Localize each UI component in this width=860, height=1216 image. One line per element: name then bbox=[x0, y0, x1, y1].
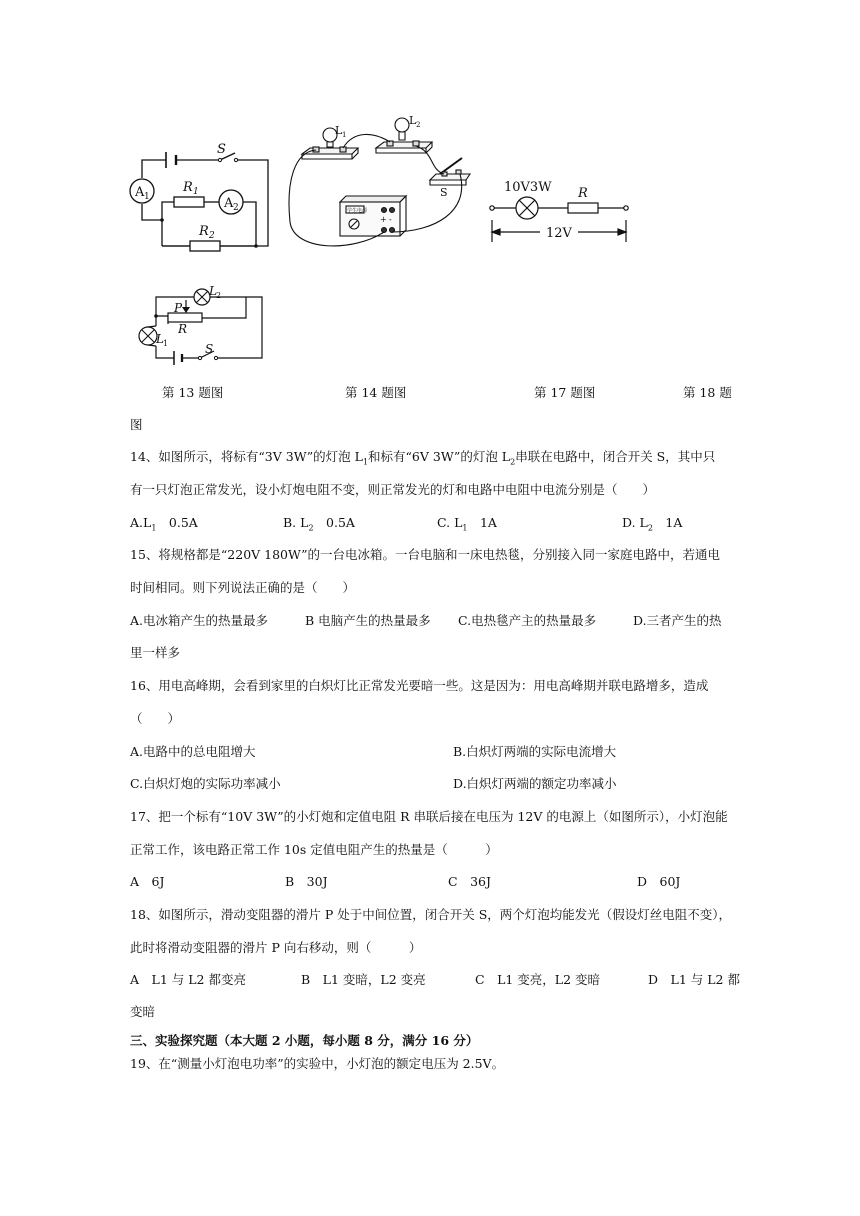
q16-option-a: A.电路中的总电阻增大 bbox=[130, 744, 256, 759]
q16-option-c: C.白炽灯炮的实际功率减小 bbox=[130, 776, 281, 791]
fig13-a2-label: A bbox=[224, 196, 234, 211]
fig17-rating-label: 10V3W bbox=[504, 180, 552, 195]
svg-text:1: 1 bbox=[193, 187, 199, 197]
svg-text:1: 1 bbox=[163, 339, 169, 348]
q19-line-1: 19、在“测量小灯泡电功率”的实验中，小灯泡的额定电压为 2.5V。 bbox=[130, 1056, 505, 1071]
q15-line-2: 时间相同。则下列说法正确的是（ ） bbox=[130, 580, 356, 595]
fig14-l1-label: L bbox=[335, 124, 343, 137]
svg-text:-: - bbox=[389, 215, 392, 224]
fig18-r-label: R bbox=[178, 322, 188, 336]
figure-18-circuit bbox=[130, 268, 270, 368]
svg-text:2: 2 bbox=[416, 121, 421, 129]
fig13-a1-label: A bbox=[135, 185, 145, 200]
fig14-switch-label: S bbox=[440, 186, 448, 199]
figure-17-circuit bbox=[484, 170, 634, 250]
figure-13-circuit bbox=[128, 140, 278, 252]
q14-line-1: 14、如图所示，将标有“3V 3W”的灯泡 $L_1$和标有“6V 3W”的灯泡 $L_2$串联在电路中，闭合开关 S，其中只 bbox=[130, 449, 716, 467]
fig18-l2-label: L bbox=[209, 284, 217, 298]
fig13-r1-label: R bbox=[183, 180, 193, 195]
q15-option-a: A.电冰箱产生的热量最多 bbox=[130, 613, 269, 628]
q14-option-b: B. $L_2$ 0.5A bbox=[283, 515, 355, 533]
q17-line-2: 正常工作，该电路正常工作 10s 定值电阻产生的热量是（ ） bbox=[130, 842, 498, 857]
fig18-l1-label: L bbox=[156, 332, 164, 346]
q18-line-4: 变暗 bbox=[130, 1004, 156, 1019]
q17-option-d: D 60J bbox=[637, 874, 681, 889]
fig13-r2-label: R bbox=[199, 224, 209, 239]
svg-text:+: + bbox=[380, 215, 387, 224]
fig14-l2-label: L bbox=[409, 114, 417, 127]
q15-line-1: 15、将规格都是“220V 180W”的一台电冰箱。一台电脑和一床电热毯，分别接入同一家庭电路中，若通电 bbox=[130, 547, 720, 562]
q15-option-c: C.电热毯产主的热量最多 bbox=[458, 613, 597, 628]
section-3-heading: 三、实验探究题（本大题 2 小题，每小题 8 分，满分 16 分） bbox=[130, 1033, 479, 1048]
q18-line-1: 18、如图所示，滑动变阻器的滑片 P 处于中间位置，闭合开关 S，两个灯泡均能发光（假设灯丝电阻不变）， bbox=[130, 907, 732, 922]
q14-line-2: 有一只灯泡正常发光，设小灯炮电阻不变，则正常发光的灯和电路中电阻中电流分别是（ ） bbox=[130, 482, 656, 497]
q14-option-d: D. $L_2$ 1A bbox=[622, 515, 683, 533]
q17-option-c: C 36J bbox=[448, 874, 491, 889]
q18-option-b: B L1 变暗，L2 变亮 bbox=[301, 972, 426, 987]
fig17-r-label: R bbox=[578, 186, 588, 201]
q16-option-b: B.白炽灯两端的实际电流增大 bbox=[453, 744, 617, 759]
fig14-supply-label: 学生电源 bbox=[347, 208, 368, 214]
q16-line-2: （ ） bbox=[130, 711, 181, 726]
figure-14-wiring bbox=[284, 112, 474, 252]
caption-fig18: 第 18 题 bbox=[683, 385, 732, 400]
q14-option-c: C. $L_1$ 1A bbox=[437, 515, 497, 533]
q18-option-d: D L1 与 L2 都 bbox=[648, 972, 740, 987]
q18-option-a: A L1 与 L2 都变亮 bbox=[130, 972, 246, 987]
svg-text:1: 1 bbox=[342, 131, 347, 139]
svg-text:2: 2 bbox=[233, 203, 239, 213]
q15-option-b: B 电脑产生的热量最多 bbox=[305, 613, 431, 628]
q18-line-2: 此时将滑动变阻器的滑片 P 向右移动，则（ ） bbox=[130, 940, 422, 955]
q16-option-d: D.白炽灯两端的额定功率减小 bbox=[453, 776, 617, 791]
svg-text:2: 2 bbox=[209, 231, 215, 241]
caption-fig18-wrap: 图 bbox=[130, 417, 143, 432]
q17-option-a: A 6J bbox=[130, 874, 165, 889]
q18-option-c: C L1 变亮，L2 变暗 bbox=[475, 972, 601, 987]
fig13-switch-label: S bbox=[217, 142, 226, 157]
fig18-p-label: P bbox=[174, 301, 183, 315]
fig18-switch-label: S bbox=[205, 342, 214, 356]
q14-option-a: $A.L_1$ 0.5A bbox=[130, 515, 198, 533]
svg-text:1: 1 bbox=[144, 192, 150, 202]
q17-option-b: B 30J bbox=[285, 874, 328, 889]
svg-text:2: 2 bbox=[216, 291, 222, 300]
caption-fig13: 第 13 题图 bbox=[162, 385, 224, 400]
q15-option-d: D.三者产生的热 bbox=[633, 613, 722, 628]
q16-line-1: 16、用电高峰期，会看到家里的白炽灯比正常发光要暗一些。这是因为：用电高峰期并联电路增多，造成 bbox=[130, 678, 709, 693]
caption-fig17: 第 17 题图 bbox=[534, 385, 596, 400]
fig17-voltage-label: 12V bbox=[546, 226, 572, 241]
q17-line-1: 17、把一个标有“10V 3W”的小灯炮和定值电阻 R 串联后接在电压为 12V 的电源上（如图所示），小灯泡能 bbox=[130, 809, 728, 824]
q15-line-4: 里一样多 bbox=[130, 645, 181, 660]
caption-fig14: 第 14 题图 bbox=[345, 385, 407, 400]
